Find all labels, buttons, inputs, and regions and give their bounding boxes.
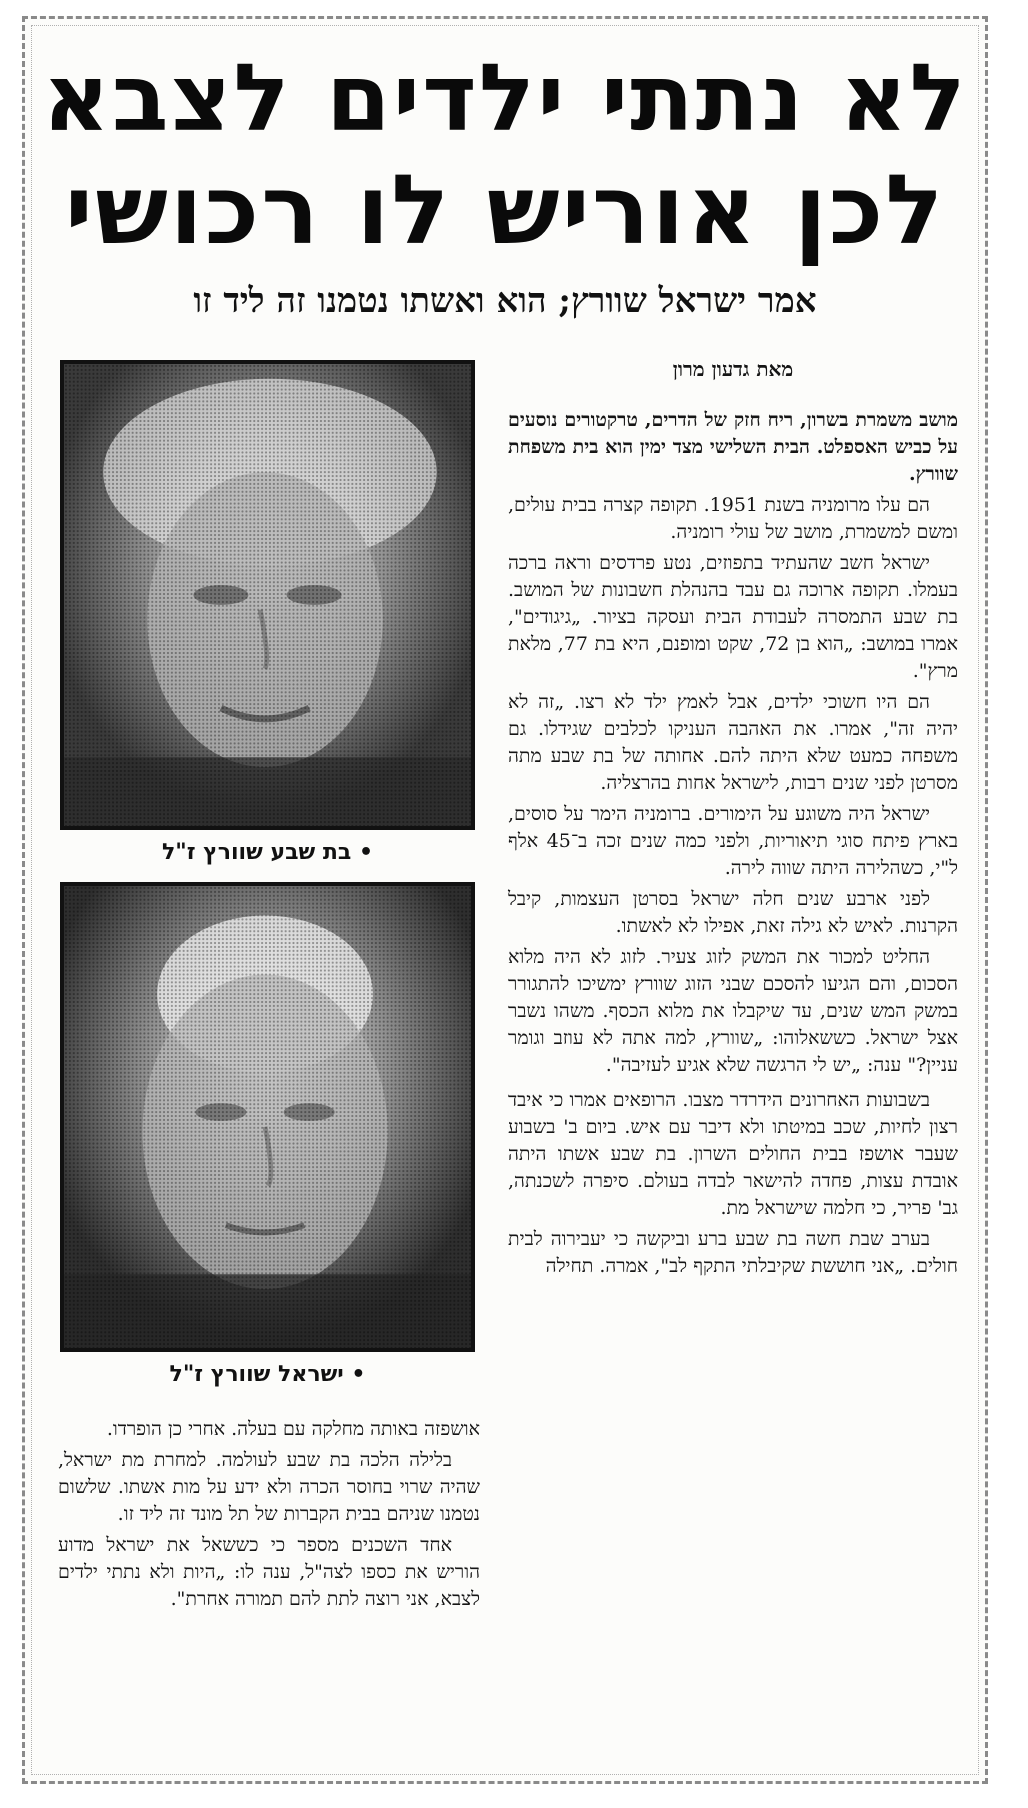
paragraph: הם היו חשוכי ילדים, אבל לאמץ ילד לא רצו. „זה לא יהיה זה", אמרו. את האהבה העניקו לכלבים שגידלו. גם משפחה כמעט שלא היתה להם. אחותה של בת שבע מתה מסרטן לפני שנים רבות, לישראל אחות בהרצליה. [508, 691, 958, 794]
byline: מאת גדעון מרון [672, 357, 794, 381]
paragraph: לפני ארבע שנים חלה ישראל בסרטן העצמות, קיבל הקרנות. לאיש לא גילה זאת, אפילו לא לאשתו. [508, 888, 958, 937]
paragraph: בשבועות האחרונים הידרדר מצבו. הרופאים אמרו כי איבד רצון לחיות, שכב במיטתו ולא דיבר עם איש. ביום ב' בשבוע שעבר אושפז בבית החולים השרון. בת שבע אשתו היתה אובדת עצות, פחדה להישאר לבדה בעולם. סיפרה לשכנתה, גב' פריר, כי חלמה שישראל מת. [508, 1089, 958, 1219]
article-column-left [58, 1416, 480, 1617]
paragraph: אחד השכנים מספר כי כששאל את ישראל מדוע הוריש את כספו לצה"ל, ענה לו: „היות ולא נתתי ילדים לצבא, אני רוצה לתת להם תמורה אחרת". [58, 1534, 480, 1610]
photo-israel-schwartz [60, 882, 475, 1352]
paragraph: הם עלו מרומניה בשנת 1951. תקופה קצרה בבית עולים, ומשם למשמרת, מושב של עולי רומניה. [508, 494, 958, 543]
photo-bat-sheva-schwartz [60, 360, 475, 830]
photo-caption-1: • בת שבע שוורץ ז"ל [161, 840, 374, 865]
headline-line-1: לא נתתי ילדים לצבא [42, 44, 968, 152]
portrait-man-image [64, 886, 471, 1348]
photo-caption-2: • ישראל שוורץ ז"ל [169, 1362, 366, 1387]
subheadline: אמר ישראל שוורץ; הוא ואשתו נטמנו זה ליד זו [193, 281, 817, 321]
paragraph: ישראל היה משוגע על הימורים. ברומניה הימר על סוסים, בארץ פיתח סוגי תיאוריות, ולפני כמה שנים זכה ב־45 אלף ל"י, כשהלירה היתה שווה לירה. [508, 803, 958, 879]
paragraph: אושפזה באותה מחלקה עם בעלה. אחרי כן הופרדו. [106, 1418, 480, 1440]
paragraph: ישראל חשב שהעתיד בתפוזים, נטע פרדסים וראה ברכה בעמלו. תקופה ארוכה גם עבד בהנהלת חשבונות של המושב. בת שבע התמסרה לעבודת הבית ועסקה בציור. „גיגודים", אמרו במושב: „הוא בן 72, שקט ומופנם, היא בת 77, מלאת מרץ". [508, 552, 959, 682]
headline-line-2: לכן אוריש לו רכושי [64, 154, 946, 266]
portrait-woman-image [64, 364, 471, 826]
paragraph: בלילה הלכה בת שבע לעולמה. למחרת מת ישראל, שהיה שרוי בחוסר הכרה ולא ידע על מות אשתו. שלשום נטמנו שניהם בבית הקברות של תל מונד זה ליד זו. [58, 1449, 480, 1525]
paragraph: בערב שבת חשה בת שבע ברע וביקשה כי יעבירוה לבית חולים. „אני חוששת שקיבלתי התקף לב", אמרה. תחילה [508, 1228, 958, 1277]
article-column-right [508, 356, 958, 1284]
paragraph: החליט למכור את המשק לזוג צעיר. לזוג לא היה מלוא הסכום, והם הגיעו להסכם שבני הזוג שוורץ ימשיכו להתגורר במשק המש שנים, עד שיקבלו את מלוא הכסף. משהו נשבר אצל ישראל. כששאלוהו: „שוורץ, למה אתה לא עוזב וגומר עניין?" ענה: „יש לי הרגשה שלא אגיע לעזיבה". [508, 946, 958, 1076]
paragraph: מושב משמרת בשרון, ריח חזק של הדרים, טרקטורים נוסעים על כביש האספלט. הבית השלישי מצד ימין הוא בית משפחת שוורץ. [508, 409, 958, 485]
